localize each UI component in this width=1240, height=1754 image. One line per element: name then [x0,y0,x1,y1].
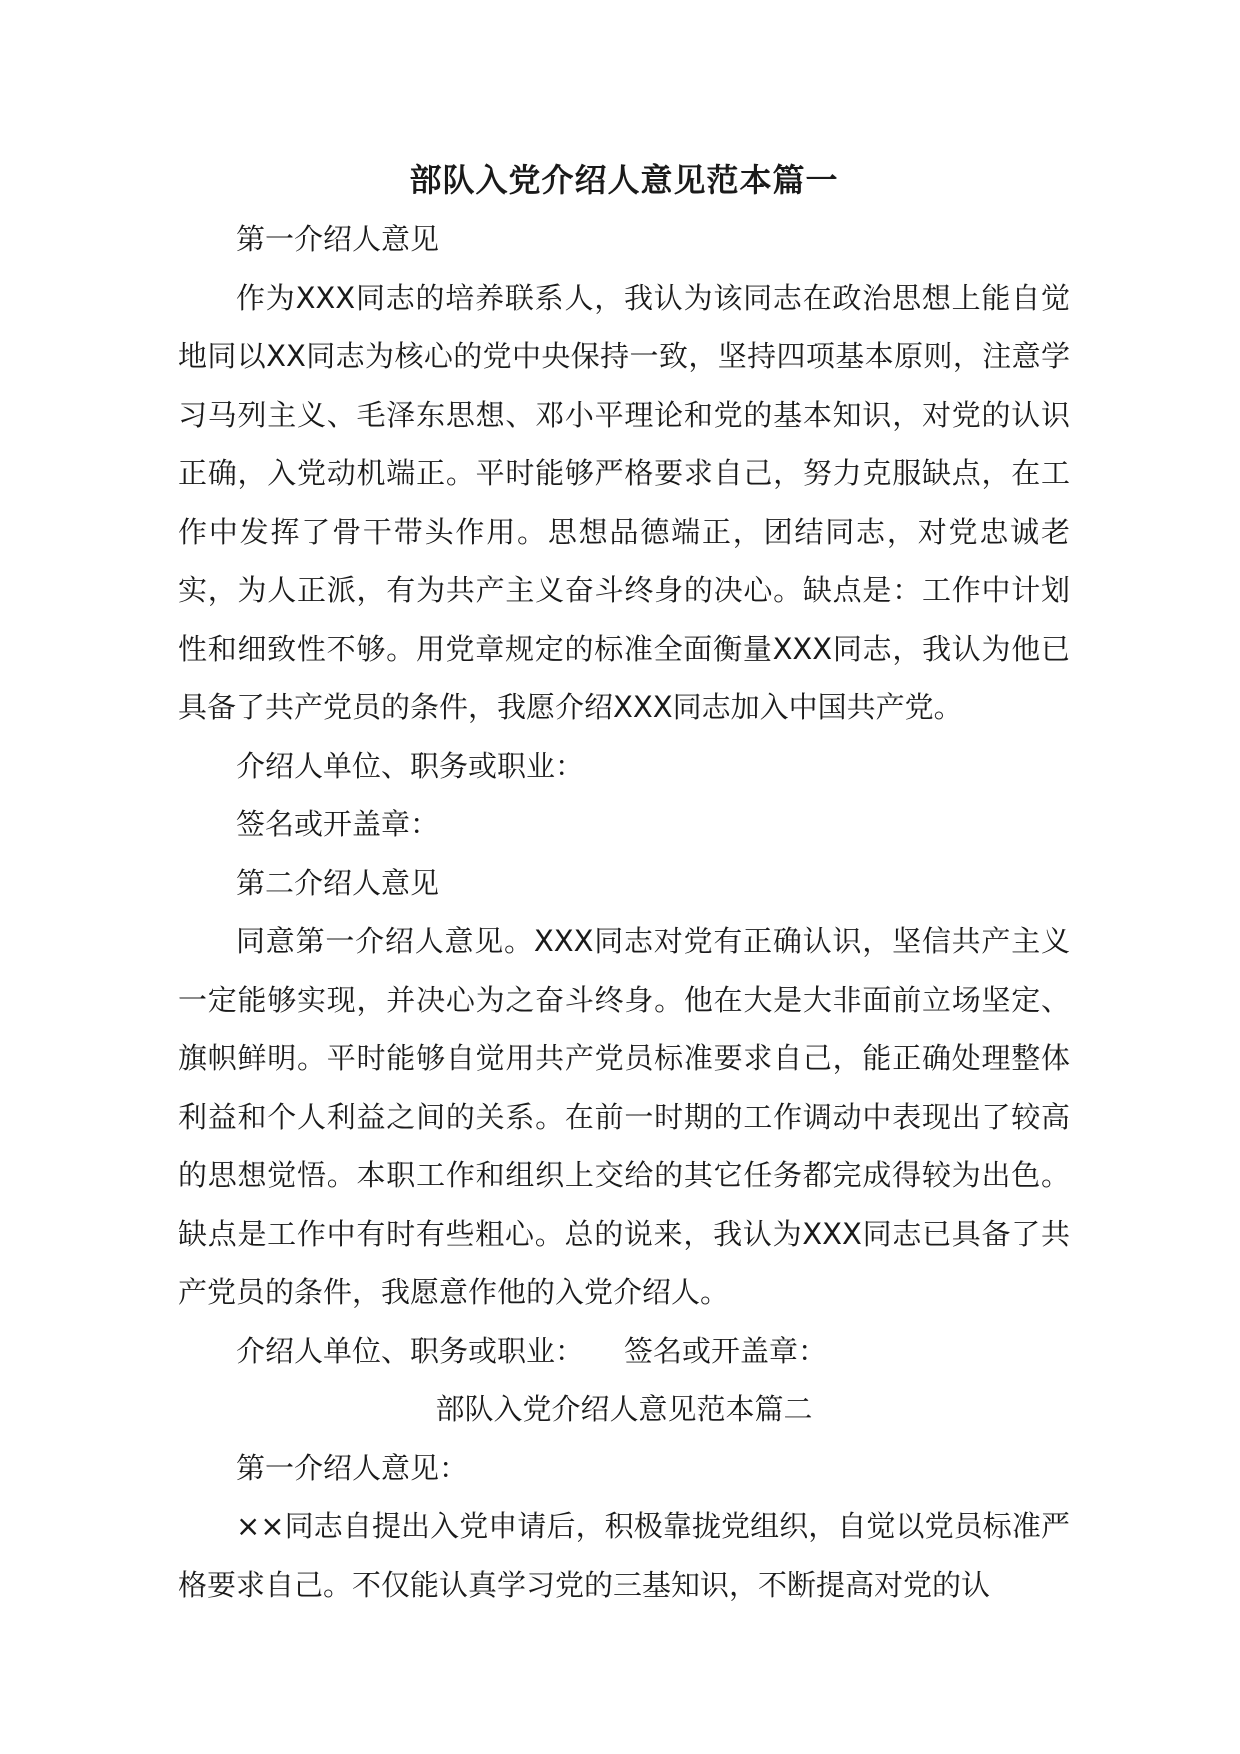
signature-label-2: 签名或开盖章： [624,1333,828,1368]
section-two-first-heading: 第一介绍人意见： [236,1450,469,1485]
introducer-unit-label: 介绍人单位、职务或职业： [236,748,585,783]
first-introducer-opinion: 作为XXX同志的培养联系人，我认为该同志在政治思想上能自觉地同以XX同志为核心的党中央保持一致，坚持四项基本原则，注意学习马列主义、毛泽东思想、邓小平理论和党的基本知识，对党的认识正确，入党动机端正。平时能够严格要求自己，努力克服缺点，在工作中发挥了骨干带头作用。思想品德端正，团结同志，对党忠诚老实，为人正派，有为共产主义奋斗终身的决心。缺点是：工作中计划性和细致性不够。用党章规定的标准全面衡量XXX同志，我认为他已具备了共产党员的条件，我愿介绍XXX同志加入中国共产党。 [178,280,1070,724]
section-two-first-opinion: ××同志自提出入党申请后，积极靠拢党组织，自觉以党员标准严格要求自己。不仅能认真学习党的三基知识，不断提高对党的认 [178,1509,1070,1602]
section-two-title: 部队入党介绍人意见范本篇二 [435,1392,813,1426]
signature-label: 签名或开盖章： [236,807,440,841]
document-title: 部队入党介绍人意见范本篇一 [409,161,839,199]
first-introducer-heading: 第一介绍人意见 [236,222,440,256]
introducer-unit-label-2: 介绍人单位、职务或职业： [236,1333,585,1368]
second-introducer-opinion: 同意第一介绍人意见。XXX同志对党有正确认识，坚信共产主义一定能够实现，并决心为之奋斗终身。他在大是大非面前立场坚定、旗帜鲜明。平时能够自觉用共产党员标准要求自己，能正确处理整体利益和个人利益之间的关系。在前一时期的工作调动中表现出了较高的思想觉悟。本职工作和组织上交给的其它任务都完成得较为出色。缺点是工作中有时有些粗心。总的说来，我认为XXX同志已具备了共产党员的条件，我愿意作他的入党介绍人。 [178,924,1070,1309]
introducer-unit-signature-line [178,1322,1070,1381]
document-page [178,150,1070,1614]
second-introducer-heading: 第二介绍人意见 [236,865,440,900]
